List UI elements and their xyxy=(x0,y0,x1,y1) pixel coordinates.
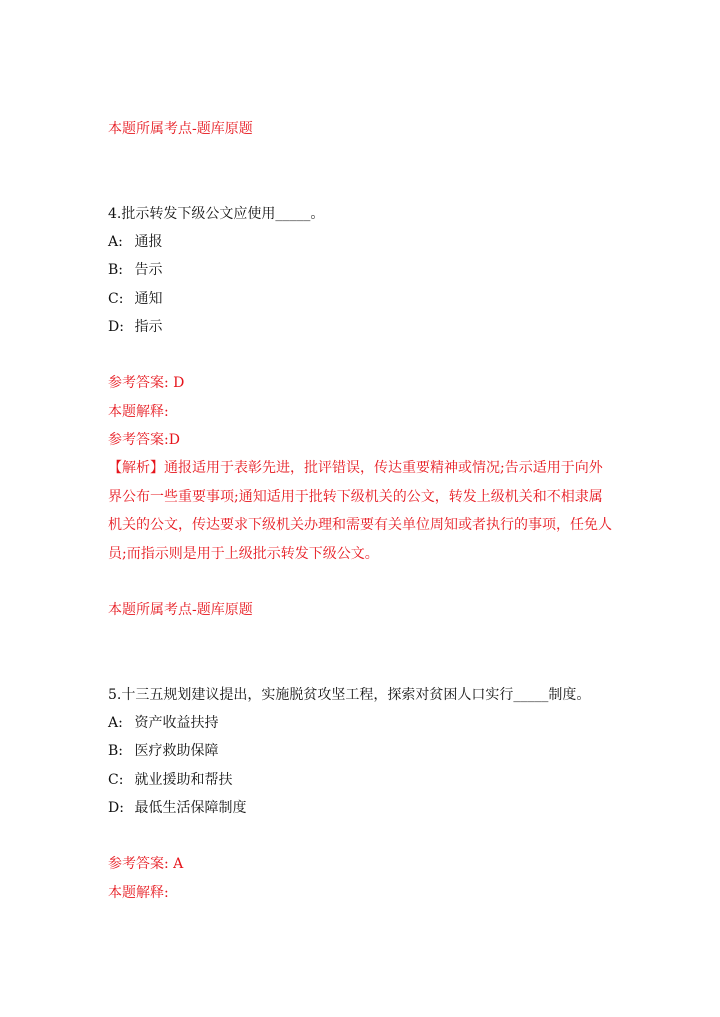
option-label: A: xyxy=(108,715,123,731)
option-text: 通知 xyxy=(134,291,163,307)
q5-option-d xyxy=(108,798,246,818)
option-label: B: xyxy=(108,262,124,278)
option-label: A: xyxy=(108,234,123,250)
q4-option-a xyxy=(108,232,162,252)
option-text: 就业援助和帮扶 xyxy=(134,772,233,788)
q5-option-b xyxy=(108,741,218,761)
option-label: D: xyxy=(108,800,124,816)
q5-option-a xyxy=(108,713,218,733)
q5-explain-title: 本题解释: xyxy=(108,885,169,901)
option-text: 资产收益扶持 xyxy=(134,715,219,731)
option-text: 最低生活保障制度 xyxy=(134,800,247,816)
q4-answer-repeat: 参考答案:D xyxy=(108,432,180,448)
option-label: C: xyxy=(108,772,124,788)
q5-option-c xyxy=(108,770,232,790)
q4-option-c xyxy=(108,289,162,309)
option-text: 医疗救助保障 xyxy=(134,743,219,759)
option-text: 通报 xyxy=(134,234,163,250)
q4-question: 4.批示转发下级公文应使用_____。 xyxy=(108,206,325,222)
option-label: B: xyxy=(108,743,124,759)
q4-option-d xyxy=(108,317,162,337)
q4-option-b xyxy=(108,260,162,280)
q5-question: 5.十三五规划建议提出，实施脱贫攻坚工程，探索对贫困人口实行_____制度。 xyxy=(108,687,591,703)
q4-source-note: 本题所属考点-题库原题 xyxy=(108,602,253,618)
q4-analysis: 【解析】通报适用于表彰先进，批评错误，传达重要精神或情况;告示适用于向外界公布一些重要事项;通知适用于批转下级机关的公文，转发上级机关和不相隶属机关的公文，传达要求下级机关办理和需要有关单位周知或者执行的事项，任免人员;而指示则是用于上级批示转发下级公文。 xyxy=(108,460,612,562)
option-text: 告示 xyxy=(134,262,163,278)
option-label: C: xyxy=(108,291,124,307)
q4-answer: 参考答案: D xyxy=(108,375,185,391)
option-text: 指示 xyxy=(134,319,163,335)
option-label: D: xyxy=(108,319,124,335)
q4-explain-title: 本题解释: xyxy=(108,404,169,420)
q5-answer: 参考答案: A xyxy=(108,856,184,872)
q3-source-note: 本题所属考点-题库原题 xyxy=(108,121,253,137)
